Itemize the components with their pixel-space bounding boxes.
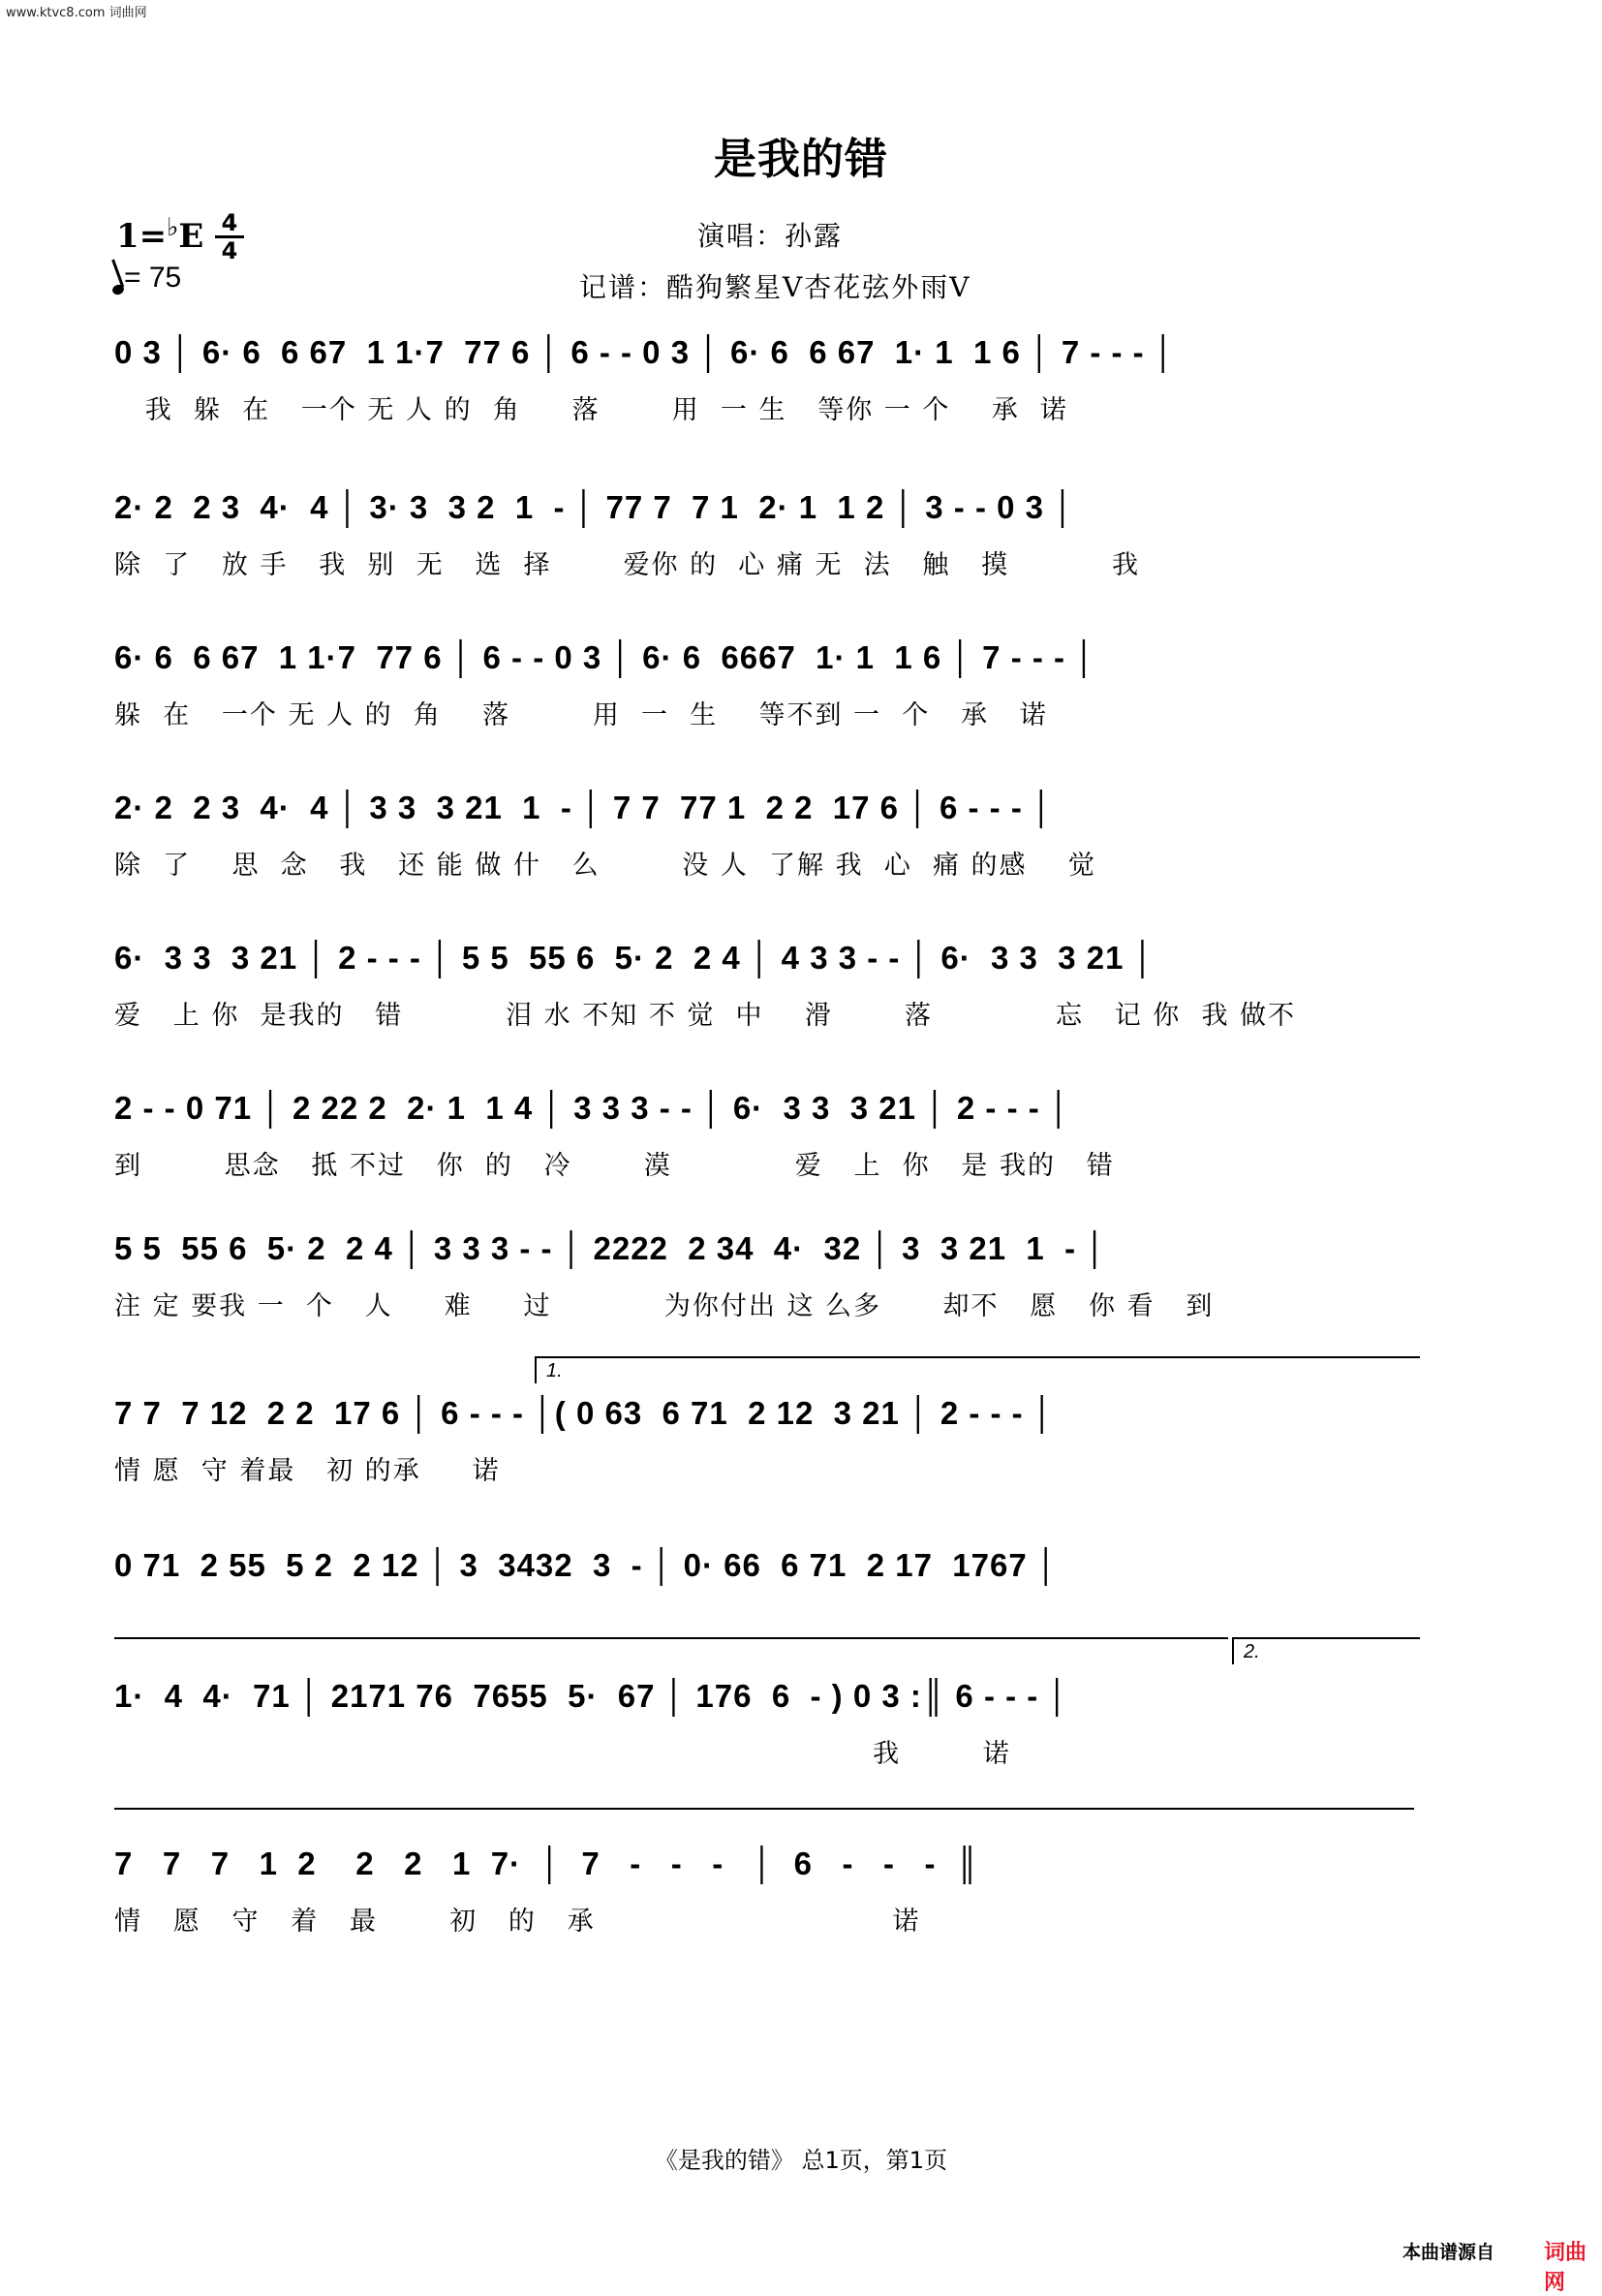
meter-top: 4 xyxy=(221,209,238,236)
key-signature xyxy=(116,213,203,256)
song-title: 是我的错 xyxy=(714,135,888,184)
notation-line: 1· 4 4· 71 │ 2171 76 7655 5· 67 │ 176 6 - ) 0 3 :║ 6 - - - │ xyxy=(114,1678,1070,1714)
score-system-1 xyxy=(114,334,1417,426)
first-ending-bracket xyxy=(535,1356,1420,1383)
volta-2-label: 2. xyxy=(1244,1641,1260,1662)
flat-sign: ♭ xyxy=(167,213,179,242)
notation-line: 6· 3 3 3 21 │ 2 - - - │ 5 5 55 6 5· 2 2 4 │ 4 3 3 - - │ 6· 3 3 3 21 │ xyxy=(114,940,1155,976)
notation-line: 2· 2 2 3 4· 4 │ 3· 3 3 2 1 - │ 77 7 7 1 2· 1 1 2 │ 3 - - 0 3 │ xyxy=(114,489,1075,525)
final-ending-line xyxy=(114,1808,1414,1810)
site-url: www.ktvc8.com 词曲网 xyxy=(6,6,147,20)
score-system-11 xyxy=(114,1846,1417,1938)
lyric-line: 除 了 思 念 我 还 能 做 什 么 没 人 了解 我 心 痛 的感 觉 xyxy=(114,851,1096,881)
time-signature xyxy=(215,211,244,263)
notation-line: 2 - - 0 71 │ 2 22 2 2· 1 1 4 │ 3 3 3 - - │ 6· 3 3 3 21 │ 2 - - - │ xyxy=(114,1090,1071,1126)
lyric-line: 躲 在 一个 无 人 的 角 落 用 一 生 等不到 一 个 承 诺 xyxy=(114,700,1048,730)
lyric-line: 爱 上 你 是我的 错 泪 水 不知 不 觉 中 滑 落 忘 记 你 我 做不 xyxy=(114,1001,1297,1031)
singer-credit: 演唱：孙露 xyxy=(697,220,844,252)
meter-bottom: 4 xyxy=(221,237,238,264)
volta-1-label: 1. xyxy=(546,1360,563,1381)
score-system-3 xyxy=(114,639,1417,731)
notation-line: 6· 6 6 67 1 1·7 77 6 │ 6 - - 0 3 │ 6· 6 6667 1· 1 1 6 │ 7 - - - │ xyxy=(114,639,1096,675)
notation-line: 2· 2 2 3 4· 4 │ 3 3 3 21 1 - │ 7 7 77 1 2 2 17 6 │ 6 - - - │ xyxy=(114,790,1054,825)
score-system-6 xyxy=(114,1090,1417,1182)
notation-line: 0 3 │ 6· 6 6 67 1 1·7 77 6 │ 6 - - 0 3 │ 6· 6 6 67 1· 1 1 6 │ 7 - - - │ xyxy=(114,334,1176,370)
notation-line: 7 7 7 1 2 2 2 1 7· │ 7 - - - │ 6 - - - ║ xyxy=(114,1846,980,1881)
transcriber-credit: 记谱：酷狗繁星V杏花弦外雨V xyxy=(579,271,971,303)
lyric-line: 情 愿 守 着最 初 的承 诺 xyxy=(114,1456,501,1486)
page-footer: 《是我的错》 总1页，第1页 xyxy=(654,2147,948,2174)
tempo-marking xyxy=(112,262,181,295)
key-letter: E xyxy=(178,217,204,256)
second-ending-bracket xyxy=(1232,1637,1420,1664)
notation-line: 7 7 7 12 2 2 17 6 │ 6 - - - │( 0 63 6 71 2 12 3 21 │ 2 - - - │ xyxy=(114,1395,1055,1431)
site-logo: 词曲网 xyxy=(1544,2241,1587,2295)
lyric-line: 我 诺 xyxy=(114,1739,1011,1769)
tempo-value: = 75 xyxy=(124,262,182,294)
quarter-note-icon xyxy=(111,283,126,296)
notation-line: 5 5 55 6 5· 2 2 4 │ 3 3 3 - - │ 2222 2 34 4· 32 │ 3 3 21 1 - │ xyxy=(114,1230,1107,1266)
lyric-line: 除 了 放 手 我 别 无 选 择 爱你 的 心 痛 无 法 触 摸 我 xyxy=(114,550,1140,580)
lyric-line: 注 定 要我 一 个 人 难 过 为你付出 这 么多 却不 愿 你 看 到 xyxy=(114,1291,1215,1321)
score-system-2 xyxy=(114,489,1417,581)
source-label: 本曲谱源自 xyxy=(1402,2242,1495,2263)
lyric-line: 到 思念 抵 不过 你 的 冷 漠 爱 上 你 是 我的 错 xyxy=(114,1151,1115,1181)
score-system-8 xyxy=(114,1395,1417,1487)
notation-line: 0 71 2 55 5 2 2 12 │ 3 3432 3 - │ 0· 66 6 71 2 17 1767 │ xyxy=(114,1547,1059,1583)
score-system-9 xyxy=(114,1547,1417,1584)
score-system-7 xyxy=(114,1230,1417,1322)
score-system-10 xyxy=(114,1678,1417,1770)
score-system-5 xyxy=(114,940,1417,1032)
score-system-4 xyxy=(114,790,1417,882)
lyric-line: 情 愿 守 着 最 初 的 承 诺 xyxy=(114,1907,921,1937)
key-prefix: 1= xyxy=(116,217,168,256)
lyric-line: 我 躲 在 一个 无 人 的 角 落 用 一 生 等你 一 个 承 诺 xyxy=(114,395,1068,425)
first-ending-line xyxy=(114,1637,1228,1639)
